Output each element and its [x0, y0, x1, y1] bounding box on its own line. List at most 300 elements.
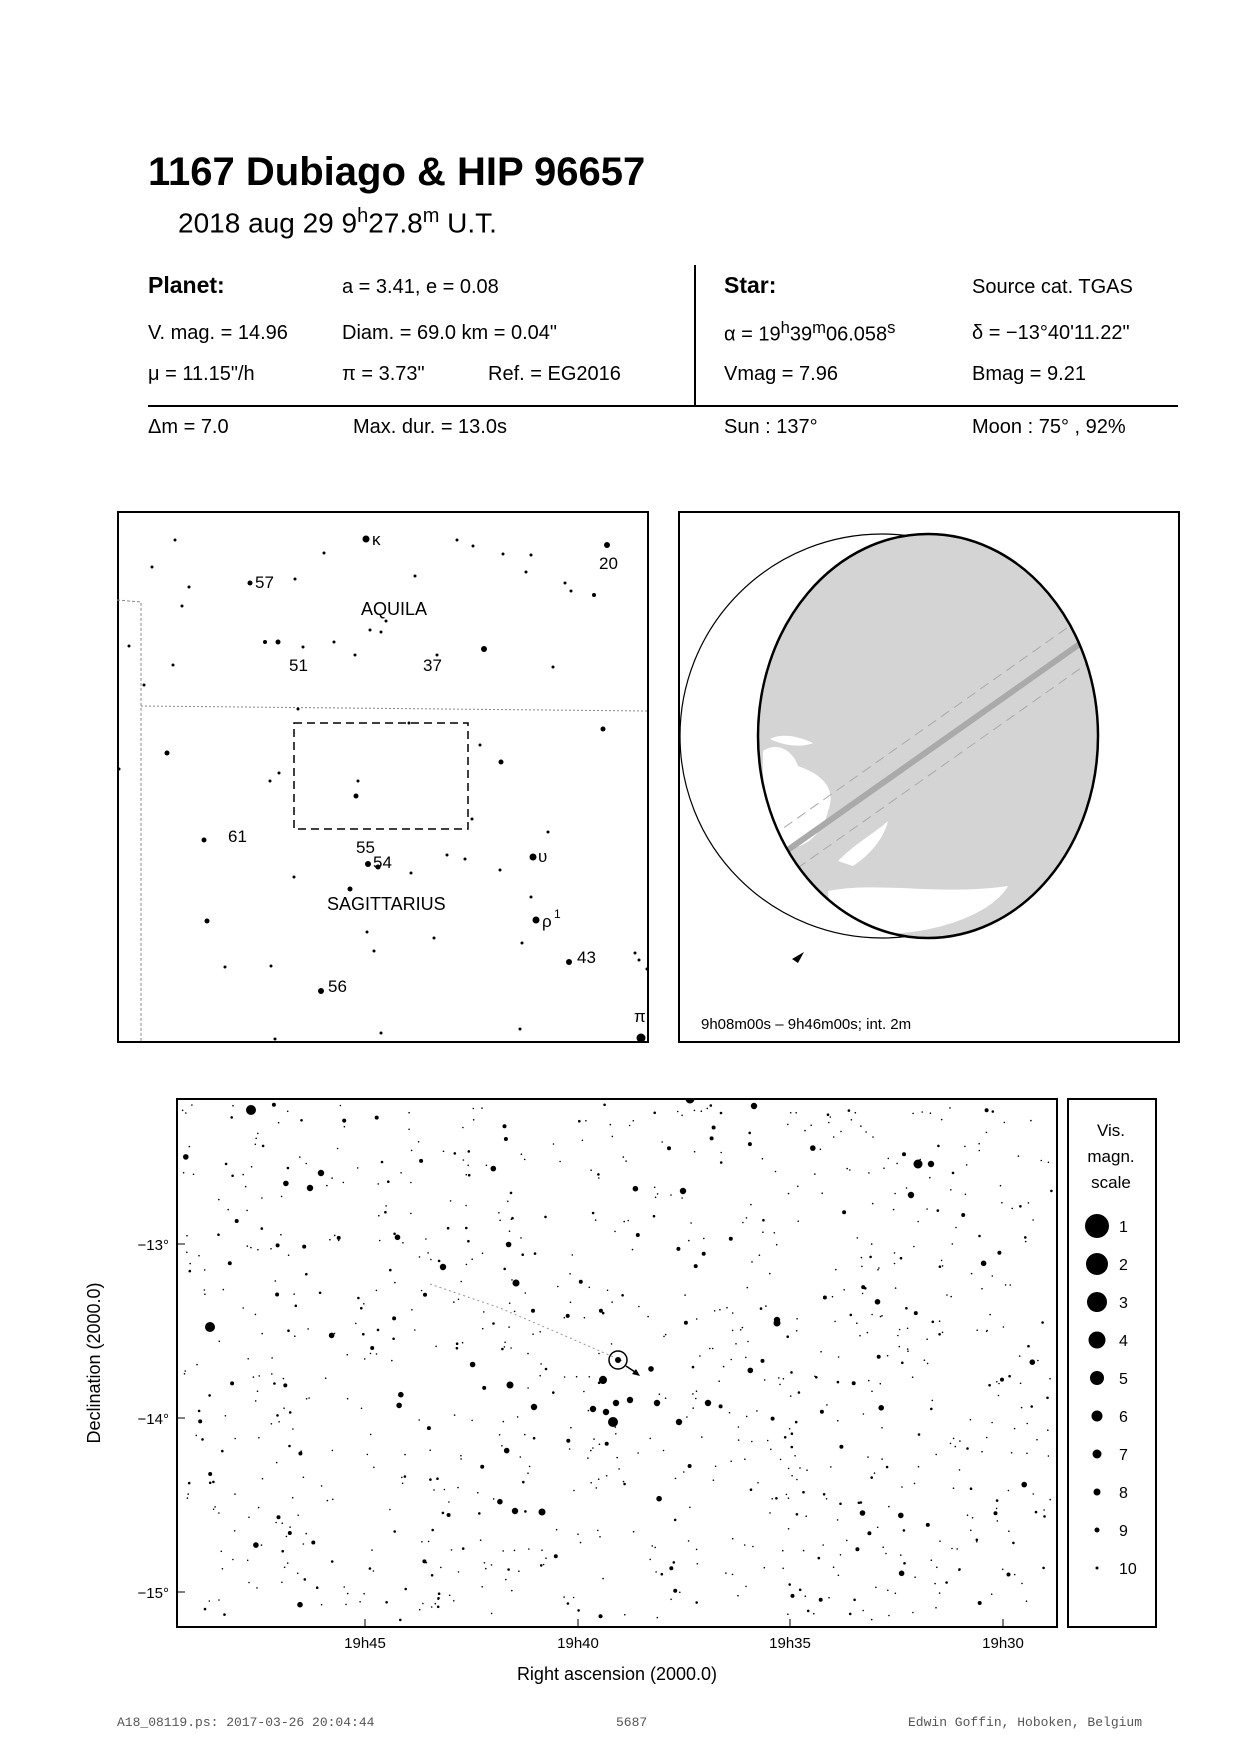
field-star — [278, 1122, 280, 1124]
field-star — [870, 1476, 873, 1479]
field-star — [935, 1607, 937, 1609]
field-star — [270, 1248, 272, 1250]
field-star — [881, 1427, 883, 1429]
field-star — [431, 1574, 434, 1577]
field-star — [209, 1482, 212, 1485]
field-star — [232, 1559, 234, 1561]
field-star — [868, 1380, 870, 1382]
field-star — [599, 1536, 601, 1538]
field-star — [701, 1436, 703, 1438]
finder-star — [499, 869, 502, 872]
planet-motion: μ = 11.15"/h — [148, 363, 255, 385]
field-star — [182, 1110, 184, 1112]
field-star — [805, 1515, 807, 1517]
field-star — [950, 1443, 952, 1445]
finder-star — [202, 838, 207, 843]
field-star — [797, 1186, 799, 1188]
field-star — [505, 1579, 507, 1581]
finder-star — [433, 937, 436, 940]
field-star — [814, 1173, 816, 1175]
field-star — [857, 1237, 859, 1239]
sun-elongation: Sun : 137° — [724, 416, 818, 438]
field-star — [992, 1110, 995, 1113]
field-star — [590, 1450, 592, 1452]
field-star-bright — [627, 1397, 633, 1403]
field-star — [261, 1197, 263, 1199]
finder-star — [471, 818, 474, 821]
field-star — [852, 1381, 856, 1385]
field-star — [991, 1422, 993, 1424]
field-star — [670, 1194, 672, 1196]
field-star — [435, 1603, 437, 1605]
field-star — [225, 1415, 227, 1417]
finder-star — [408, 722, 411, 725]
field-star — [823, 1296, 827, 1300]
field-star — [297, 1573, 299, 1575]
field-star — [198, 1255, 200, 1257]
field-star — [723, 1366, 725, 1368]
field-star — [276, 1414, 279, 1417]
field-star — [901, 1362, 904, 1365]
field-star — [245, 1186, 247, 1188]
field-star — [732, 1538, 734, 1540]
field-star — [677, 1111, 679, 1113]
field-star — [927, 1363, 929, 1365]
field-star — [377, 1329, 380, 1332]
field-star — [1048, 1455, 1050, 1457]
field-star — [861, 1266, 863, 1268]
field-star — [779, 1384, 781, 1386]
field-star — [696, 1549, 698, 1551]
field-star — [300, 1450, 302, 1452]
field-star — [384, 1211, 387, 1214]
field-star — [905, 1307, 908, 1310]
field-star — [673, 1561, 676, 1564]
field-star — [1050, 1190, 1053, 1193]
field-star — [917, 1221, 919, 1223]
field-star — [444, 1489, 446, 1491]
field-star — [208, 1472, 212, 1476]
field-star — [632, 1249, 634, 1251]
finder-star — [530, 854, 537, 861]
field-star — [951, 1548, 953, 1550]
field-star — [762, 1219, 765, 1222]
finder-star — [354, 794, 359, 799]
field-star — [799, 1589, 802, 1592]
field-star-bright — [307, 1185, 313, 1191]
field-star — [778, 1377, 780, 1379]
field-star — [527, 1387, 529, 1389]
field-star — [497, 1499, 503, 1505]
field-star — [665, 1397, 667, 1399]
field-star — [690, 1222, 692, 1224]
field-star — [610, 1124, 612, 1126]
field-star — [830, 1466, 832, 1468]
field-star — [419, 1256, 421, 1258]
field-star — [732, 1574, 734, 1576]
field-star — [720, 1112, 723, 1115]
finder-star — [499, 760, 504, 765]
field-star — [826, 1498, 828, 1500]
field-star — [1036, 1439, 1038, 1441]
field-star — [308, 1397, 310, 1399]
field-star — [204, 1293, 206, 1295]
field-star — [902, 1152, 906, 1156]
field-star — [219, 1341, 221, 1343]
field-star — [598, 1177, 600, 1179]
field-star — [186, 1235, 188, 1237]
field-star — [707, 1108, 709, 1110]
field-star — [209, 1600, 211, 1602]
field-star — [872, 1203, 874, 1205]
field-star — [482, 1253, 484, 1255]
finder-star — [525, 571, 528, 574]
field-star — [688, 1540, 690, 1542]
field-star — [481, 1586, 483, 1588]
field-star — [1002, 1569, 1004, 1571]
field-star — [218, 1512, 220, 1514]
finder-star — [188, 586, 191, 589]
field-star — [985, 1108, 989, 1112]
field-star — [552, 1391, 555, 1394]
field-star — [379, 1240, 381, 1242]
finder-star — [646, 968, 649, 971]
field-star — [556, 1529, 558, 1531]
field-star — [1003, 1326, 1005, 1328]
field-star — [688, 1240, 690, 1242]
field-star — [621, 1294, 624, 1297]
field-star — [839, 1445, 843, 1449]
field-star — [337, 1236, 341, 1240]
field-star — [965, 1194, 967, 1196]
star-vmag: Vmag = 7.96 — [724, 363, 838, 385]
field-star — [860, 1510, 866, 1516]
field-star — [544, 1216, 547, 1219]
field-star — [602, 1312, 605, 1315]
field-star — [782, 1550, 784, 1552]
field-star — [1011, 1452, 1013, 1454]
field-star — [941, 1260, 943, 1262]
field-star — [592, 1447, 594, 1449]
field-star — [511, 1590, 513, 1592]
field-star — [729, 1237, 733, 1241]
field-star — [894, 1193, 896, 1195]
field-star — [462, 1547, 465, 1550]
finder-star — [363, 536, 370, 543]
field-star — [1047, 1429, 1049, 1431]
field-star — [748, 1368, 754, 1374]
finder-star — [269, 780, 272, 783]
field-star — [918, 1433, 921, 1436]
field-star — [369, 1567, 372, 1570]
field-star — [235, 1219, 239, 1223]
field-star — [976, 1329, 978, 1331]
field-star — [738, 1426, 740, 1428]
field-star — [347, 1593, 349, 1595]
field-star — [912, 1376, 914, 1378]
field-star — [696, 1390, 698, 1392]
field-star — [458, 1571, 460, 1573]
field-star — [939, 1320, 941, 1322]
field-star — [486, 1165, 488, 1167]
field-star — [257, 1390, 259, 1392]
field-star — [528, 1548, 530, 1550]
field-star — [802, 1491, 805, 1494]
field-star — [258, 1437, 260, 1439]
field-star — [624, 1614, 626, 1616]
field-star — [667, 1146, 671, 1150]
field-star — [437, 1598, 439, 1600]
finder-star — [604, 542, 610, 548]
star-bmag: Bmag = 9.21 — [972, 363, 1086, 385]
field-star — [953, 1438, 955, 1440]
field-star — [815, 1376, 818, 1379]
field-star — [735, 1343, 737, 1345]
field-star — [258, 1507, 260, 1509]
finder-star — [248, 581, 253, 586]
field-star — [454, 1152, 457, 1155]
field-star — [529, 1466, 531, 1468]
field-star — [198, 1410, 201, 1413]
field-star — [796, 1479, 798, 1481]
field-star — [411, 1150, 413, 1152]
field-star — [303, 1477, 305, 1479]
field-star — [938, 1333, 941, 1336]
field-star — [709, 1348, 711, 1350]
field-star — [761, 1359, 765, 1363]
field-star — [636, 1233, 640, 1237]
field-star — [437, 1606, 440, 1609]
field-star — [789, 1428, 791, 1430]
field-star — [426, 1562, 428, 1564]
field-star — [855, 1112, 857, 1114]
field-star — [470, 1362, 476, 1368]
field-star — [462, 1127, 464, 1129]
field-star — [674, 1519, 677, 1522]
constellation-aquila: AQUILA — [361, 599, 428, 619]
field-star — [422, 1603, 424, 1605]
field-star — [271, 1373, 273, 1375]
field-star — [790, 1112, 792, 1114]
field-star — [746, 1217, 748, 1219]
planet-parallax: π = 3.73" — [342, 363, 425, 385]
field-star — [764, 1567, 766, 1569]
field-star — [649, 1559, 651, 1561]
field-star — [851, 1119, 853, 1121]
field-star — [1026, 1453, 1028, 1455]
field-star — [1048, 1162, 1050, 1164]
field-star — [618, 1468, 620, 1470]
legend-label-mag-9: 9 — [1119, 1523, 1128, 1540]
field-star — [599, 1444, 601, 1446]
field-star — [603, 1104, 606, 1107]
field-star — [566, 1439, 570, 1443]
field-star — [657, 1617, 659, 1619]
label-54: 54 — [373, 853, 392, 872]
field-star — [393, 1233, 396, 1236]
field-star — [425, 1238, 427, 1240]
finder-star — [566, 959, 572, 965]
field-star — [871, 1391, 873, 1393]
legend-label-mag-3: 3 — [1119, 1295, 1128, 1312]
field-star — [184, 1373, 186, 1375]
field-star — [862, 1293, 864, 1295]
field-star — [522, 1481, 525, 1484]
field-star — [828, 1122, 830, 1124]
earth-day-side — [758, 534, 1098, 938]
finder-star — [181, 605, 184, 608]
field-star — [492, 1322, 495, 1325]
ra-tick-1930: 19h30 — [982, 1635, 1024, 1652]
field-star — [442, 1512, 445, 1515]
legend-dot-mag-2 — [1086, 1253, 1108, 1275]
field-star-bright — [603, 1409, 609, 1415]
field-star — [276, 1243, 280, 1247]
field-star — [924, 1359, 926, 1361]
field-star — [480, 1539, 482, 1541]
field-star-bright — [928, 1161, 934, 1167]
field-star — [770, 1449, 772, 1451]
field-star — [688, 1464, 692, 1468]
field-star — [257, 1249, 259, 1251]
field-star — [955, 1446, 957, 1448]
field-star — [1018, 1155, 1020, 1157]
field-star — [840, 1554, 842, 1556]
field-star — [750, 1143, 752, 1145]
label-upsilon: υ — [538, 847, 548, 866]
field-star — [878, 1267, 880, 1269]
planet-vmag: V. mag. = 14.96 — [148, 322, 288, 344]
field-star — [959, 1440, 961, 1442]
field-star — [821, 1192, 823, 1194]
field-star — [981, 1288, 983, 1290]
field-star — [783, 1378, 785, 1380]
field-star — [1027, 1345, 1030, 1348]
finder-star — [380, 1032, 383, 1035]
field-star — [404, 1588, 407, 1591]
field-star — [221, 1551, 223, 1553]
field-star — [396, 1403, 402, 1409]
field-star — [937, 1209, 940, 1212]
field-star — [647, 1316, 649, 1318]
field-star — [611, 1343, 613, 1345]
field-star — [286, 1536, 288, 1538]
field-star — [686, 1416, 688, 1418]
field-star — [242, 1174, 244, 1176]
field-star — [796, 1330, 798, 1332]
finder-star — [270, 965, 273, 968]
field-star — [806, 1469, 808, 1471]
field-star — [991, 1593, 993, 1595]
finder-star — [278, 772, 281, 775]
field-star — [894, 1252, 896, 1254]
field-star — [343, 1586, 345, 1588]
label-61: 61 — [228, 827, 247, 846]
field-star — [504, 1346, 506, 1348]
field-star — [820, 1149, 822, 1151]
field-star — [559, 1161, 561, 1163]
field-star — [746, 1416, 748, 1418]
field-star — [713, 1479, 715, 1481]
field-star — [1035, 1511, 1038, 1514]
field-star — [375, 1116, 379, 1120]
field-star — [185, 1112, 187, 1114]
field-star — [468, 1174, 471, 1177]
field-star — [545, 1557, 547, 1559]
field-star — [1037, 1360, 1039, 1362]
field-star — [828, 1597, 830, 1599]
field-star — [271, 1357, 273, 1359]
field-star — [732, 1330, 734, 1332]
field-star — [302, 1245, 306, 1249]
field-star — [468, 1150, 471, 1153]
field-star — [694, 1110, 696, 1112]
field-star — [978, 1235, 981, 1238]
field-star — [590, 1482, 592, 1484]
field-star — [994, 1511, 998, 1515]
field-star — [715, 1466, 717, 1468]
field-star — [863, 1413, 865, 1415]
field-star — [914, 1576, 916, 1578]
field-star — [903, 1562, 906, 1565]
footer-number: 5687 — [616, 1715, 648, 1730]
field-star — [431, 1606, 433, 1608]
field-star — [491, 1564, 493, 1566]
field-star — [292, 1497, 294, 1499]
field-star — [653, 1215, 656, 1218]
field-star — [718, 1380, 720, 1382]
field-star — [834, 1321, 836, 1323]
field-star — [436, 1477, 439, 1480]
star-heading: Star: — [724, 272, 777, 298]
field-star — [878, 1405, 884, 1411]
field-star — [570, 1427, 572, 1429]
finder-star — [564, 582, 567, 585]
field-star — [978, 1601, 982, 1605]
field-star — [970, 1419, 972, 1421]
field-star — [918, 1466, 920, 1468]
field-star — [780, 1459, 782, 1461]
field-star — [843, 1289, 845, 1291]
field-star — [684, 1321, 688, 1325]
field-star — [262, 1145, 265, 1148]
field-star — [803, 1550, 805, 1552]
field-star — [491, 1613, 493, 1615]
field-star — [460, 1281, 462, 1283]
field-star — [663, 1336, 665, 1338]
field-star-bright — [705, 1400, 711, 1406]
field-star — [429, 1449, 431, 1451]
field-star — [966, 1164, 968, 1166]
field-star — [218, 1599, 220, 1601]
field-star — [272, 1103, 276, 1107]
field-star — [410, 1182, 412, 1184]
field-star — [480, 1465, 484, 1469]
field-star — [287, 1562, 289, 1564]
field-star — [730, 1461, 732, 1463]
field-star — [587, 1457, 589, 1459]
field-star — [227, 1209, 229, 1211]
field-star — [214, 1506, 216, 1508]
label-55: 55 — [356, 838, 375, 857]
field-star — [427, 1426, 431, 1430]
field-star — [521, 1253, 524, 1256]
finder-star — [294, 578, 297, 581]
label-kappa: κ — [372, 530, 381, 549]
field-star — [868, 1172, 870, 1174]
field-star — [883, 1167, 885, 1169]
field-star — [596, 1487, 598, 1489]
